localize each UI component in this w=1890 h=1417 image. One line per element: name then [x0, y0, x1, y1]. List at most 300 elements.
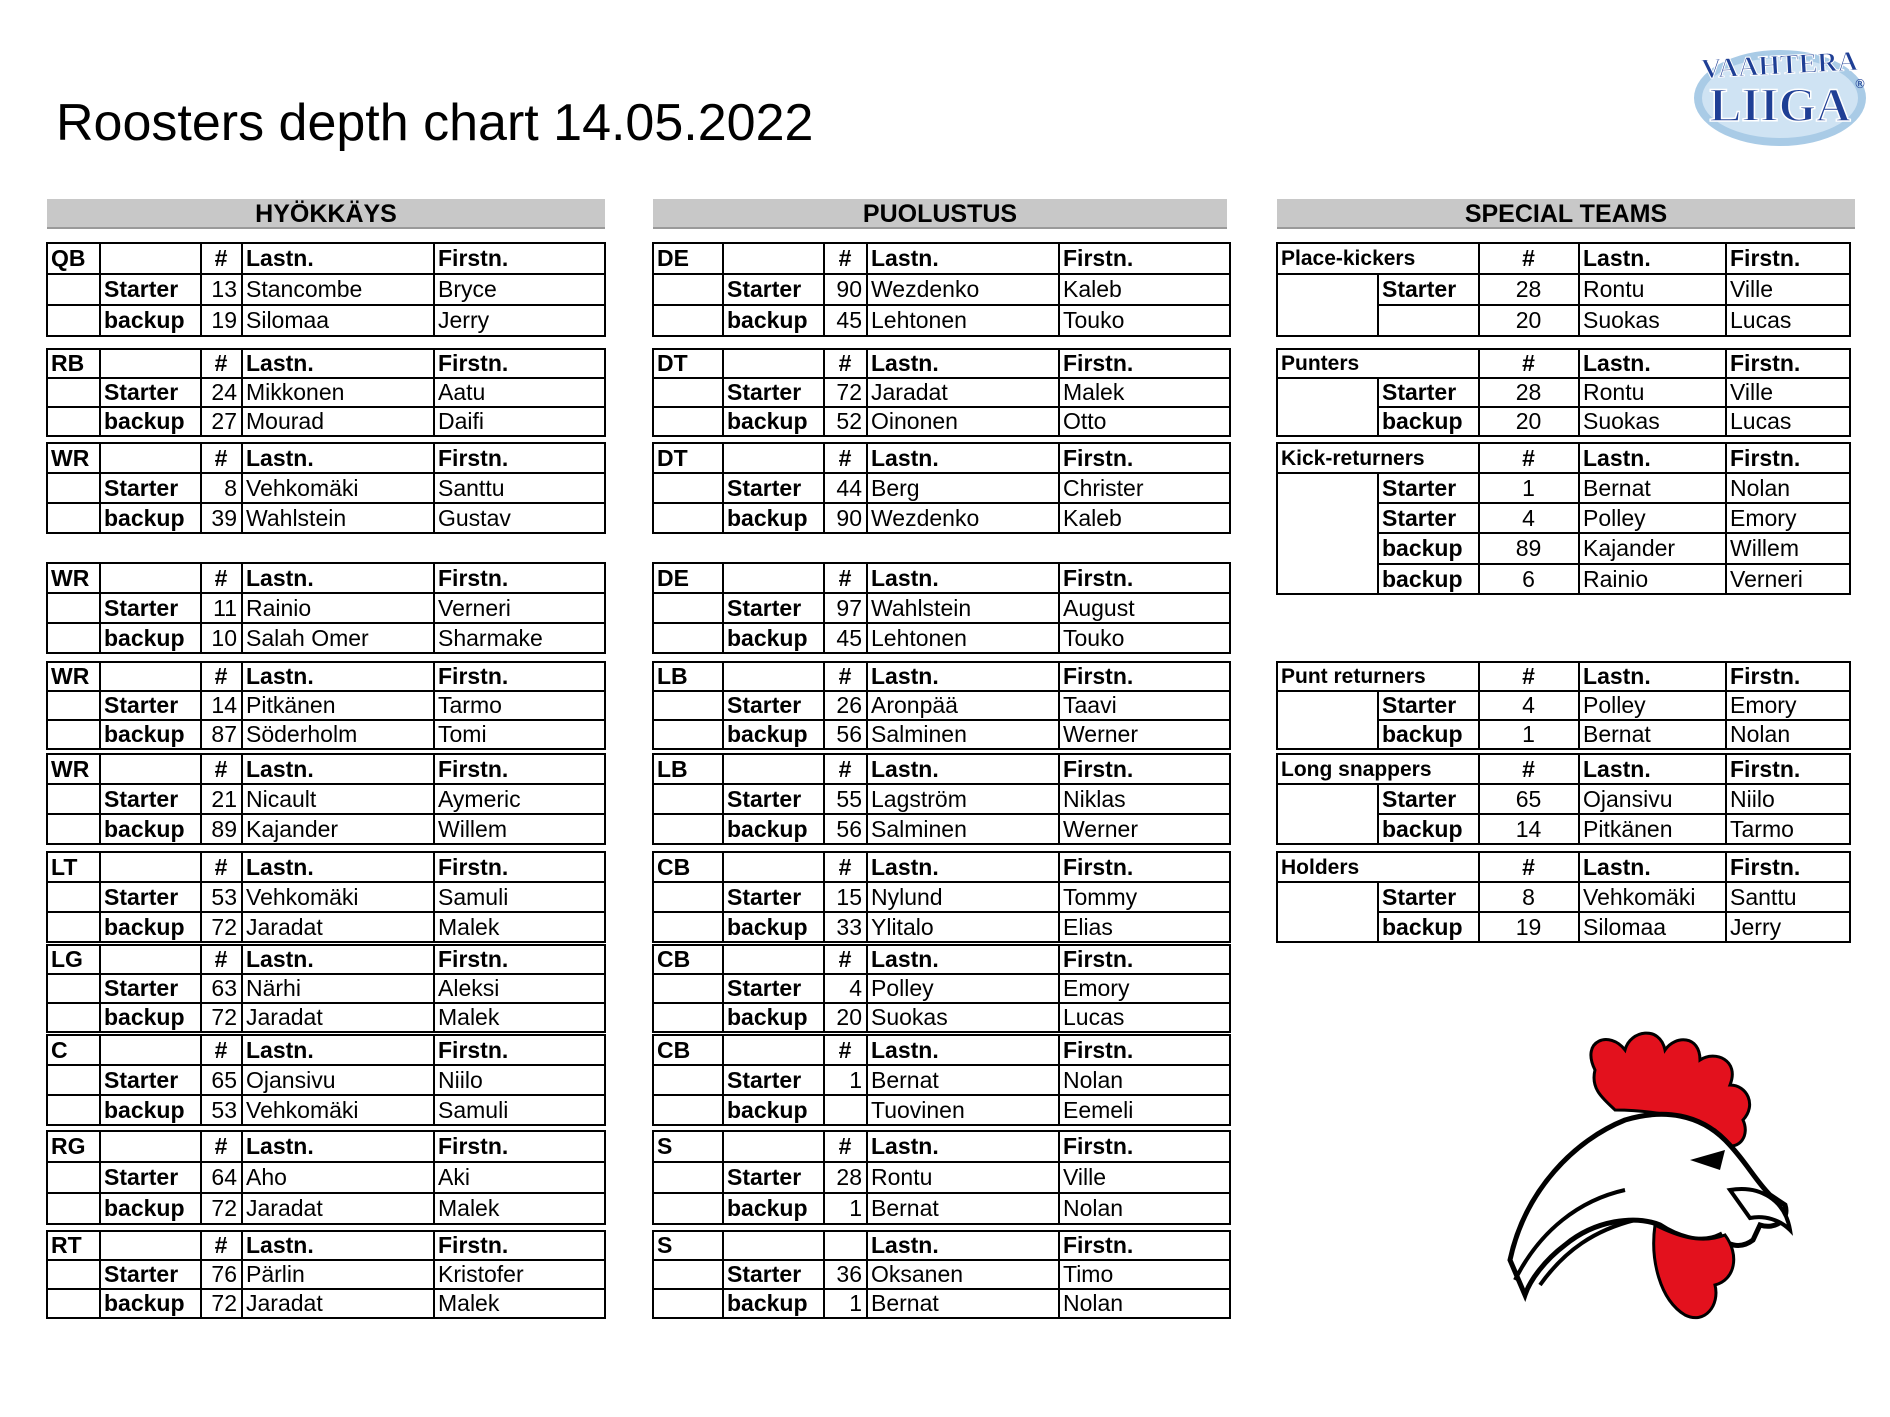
first-name: Nolan [1059, 1065, 1230, 1095]
block-header-row [1277, 243, 1850, 274]
last-name: Salah Omer [242, 623, 434, 653]
player-row [653, 1065, 1230, 1095]
block-header-row [47, 1035, 605, 1065]
blank-cell [653, 720, 723, 749]
number-header: # [824, 349, 867, 378]
last-name: Suokas [1579, 305, 1726, 336]
player-row [47, 503, 605, 533]
depth-role: backup [723, 305, 824, 336]
role-header-empty [723, 754, 824, 784]
number-header: # [824, 1131, 867, 1162]
last-name-header: Lastn. [867, 662, 1059, 691]
last-name: Wahlstein [867, 593, 1059, 623]
last-name: Salminen [867, 720, 1059, 749]
player-row [653, 623, 1230, 653]
last-name: Wezdenko [867, 503, 1059, 533]
blank-cell [47, 274, 100, 305]
special-position-block [1276, 442, 1851, 595]
player-row [653, 912, 1230, 942]
position-label: DT [653, 349, 723, 378]
player-row [47, 814, 605, 844]
last-name-header: Lastn. [1579, 443, 1726, 473]
jersey-number: 53 [201, 882, 242, 912]
blank-cell [653, 1162, 723, 1193]
player-row [47, 912, 605, 942]
last-name: Rontu [867, 1162, 1059, 1193]
block-header-row [653, 945, 1230, 974]
block-header-row [47, 852, 605, 882]
last-name: Jaradat [867, 378, 1059, 407]
role-header-empty [100, 243, 201, 274]
last-name: Berg [867, 473, 1059, 503]
special-position-block [1276, 661, 1851, 750]
blank-cell [47, 1260, 100, 1289]
last-name-header: Lastn. [242, 662, 434, 691]
player-row [653, 720, 1230, 749]
depth-role: backup [723, 814, 824, 844]
first-name-header: Firstn. [434, 1231, 605, 1260]
last-name-header: Lastn. [867, 852, 1059, 882]
role-header-empty [723, 349, 824, 378]
player-row [1277, 882, 1850, 912]
last-name-header: Lastn. [867, 1035, 1059, 1065]
special-position-block [1276, 851, 1851, 943]
player-row [653, 1162, 1230, 1193]
player-row [47, 1095, 605, 1125]
blank-cell [653, 503, 723, 533]
depth-role: Starter [1378, 473, 1479, 503]
block-header-row [47, 662, 605, 691]
player-row [1277, 473, 1850, 503]
first-name: Jerry [1726, 912, 1850, 942]
jersey-number: 76 [201, 1260, 242, 1289]
player-row [653, 1003, 1230, 1032]
defense-position-block [652, 661, 1231, 750]
number-header: # [201, 1035, 242, 1065]
jersey-number: 20 [1479, 407, 1579, 436]
first-name: Emory [1726, 691, 1850, 720]
first-name: Otto [1059, 407, 1230, 436]
jersey-number: 11 [201, 593, 242, 623]
depth-role: backup [100, 503, 201, 533]
block-header-row [653, 563, 1230, 593]
first-name: Taavi [1059, 691, 1230, 720]
player-row [653, 1193, 1230, 1224]
player-row [653, 784, 1230, 814]
blank-cell [653, 784, 723, 814]
last-name-header: Lastn. [242, 852, 434, 882]
depth-role: Starter [723, 974, 824, 1003]
number-header: # [201, 563, 242, 593]
first-name: Aymeric [434, 784, 605, 814]
last-name: Polley [1579, 691, 1726, 720]
blank-cell [1277, 378, 1378, 436]
player-row [47, 691, 605, 720]
last-name: Polley [1579, 503, 1726, 533]
last-name: Närhi [242, 974, 434, 1003]
player-row [653, 274, 1230, 305]
block-header-row [653, 852, 1230, 882]
first-name: Werner [1059, 720, 1230, 749]
first-name: Kaleb [1059, 274, 1230, 305]
depth-role: Starter [100, 1065, 201, 1095]
first-name: Timo [1059, 1260, 1230, 1289]
last-name: Suokas [867, 1003, 1059, 1032]
last-name: Nicault [242, 784, 434, 814]
rooster-mascot-logo [1485, 1030, 1835, 1330]
blank-cell [47, 691, 100, 720]
first-name: Verneri [434, 593, 605, 623]
first-name-header: Firstn. [1059, 563, 1230, 593]
first-name-header: Firstn. [1059, 662, 1230, 691]
block-header-row [653, 1231, 1230, 1260]
last-name-header: Lastn. [242, 1035, 434, 1065]
block-header-row [653, 1131, 1230, 1162]
player-row [653, 814, 1230, 844]
offense-position-block [46, 1034, 606, 1126]
number-header: # [1479, 443, 1579, 473]
role-header-empty [723, 1131, 824, 1162]
jersey-number: 56 [824, 814, 867, 844]
number-header: # [824, 754, 867, 784]
first-name: Elias [1059, 912, 1230, 942]
player-row [47, 473, 605, 503]
player-row [47, 378, 605, 407]
last-name: Wezdenko [867, 274, 1059, 305]
number-header: # [201, 349, 242, 378]
jersey-number: 1 [1479, 473, 1579, 503]
last-name: Pitkänen [1579, 814, 1726, 844]
section-header-defense: PUOLUSTUS [653, 199, 1227, 229]
depth-role: Starter [1378, 691, 1479, 720]
first-name: Willem [1726, 533, 1850, 564]
depth-role: Starter [723, 473, 824, 503]
depth-role: backup [100, 912, 201, 942]
first-name: Tomi [434, 720, 605, 749]
jersey-number: 45 [824, 305, 867, 336]
depth-role: backup [1378, 533, 1479, 564]
last-name: Oksanen [867, 1260, 1059, 1289]
jersey-number: 27 [201, 407, 242, 436]
defense-position-block [652, 753, 1231, 845]
last-name-header: Lastn. [867, 1131, 1059, 1162]
role-header-empty [723, 1035, 824, 1065]
blank-cell [47, 305, 100, 336]
last-name-header: Lastn. [867, 443, 1059, 473]
depth-role: Starter [1378, 503, 1479, 533]
jersey-number: 19 [1479, 912, 1579, 942]
depth-role: Starter [100, 593, 201, 623]
last-name: Stancombe [242, 274, 434, 305]
depth-role: Starter [100, 1162, 201, 1193]
first-name: Aatu [434, 378, 605, 407]
block-header-row [47, 349, 605, 378]
offense-position-block [46, 562, 606, 654]
blank-cell [653, 882, 723, 912]
first-name-header: Firstn. [434, 349, 605, 378]
last-name: Jaradat [242, 1003, 434, 1032]
special-position-block [1276, 753, 1851, 845]
defense-position-block [652, 1034, 1231, 1126]
last-name: Pärlin [242, 1260, 434, 1289]
vaahtera-liiga-logo [1690, 36, 1870, 148]
depth-role: backup [723, 912, 824, 942]
jersey-number: 56 [824, 720, 867, 749]
number-header: # [201, 852, 242, 882]
first-name-header: Firstn. [1059, 1231, 1230, 1260]
jersey-number: 14 [201, 691, 242, 720]
last-name-header: Lastn. [867, 563, 1059, 593]
blank-cell [47, 503, 100, 533]
blank-cell [653, 407, 723, 436]
blank-cell [653, 378, 723, 407]
depth-role: backup [723, 720, 824, 749]
player-row [653, 305, 1230, 336]
blank-cell [1277, 274, 1378, 336]
first-name: Christer [1059, 473, 1230, 503]
last-name: Salminen [867, 814, 1059, 844]
jersey-number: 1 [1479, 720, 1579, 749]
blank-cell [653, 691, 723, 720]
position-label: DT [653, 443, 723, 473]
block-header-row [653, 754, 1230, 784]
depth-role: backup [100, 1193, 201, 1224]
depth-role: backup [100, 720, 201, 749]
jersey-number: 4 [1479, 691, 1579, 720]
jersey-number: 97 [824, 593, 867, 623]
depth-role: Starter [723, 784, 824, 814]
jersey-number: 44 [824, 473, 867, 503]
first-name-header: Firstn. [1726, 852, 1850, 882]
jersey-number [824, 1095, 867, 1125]
first-name: Bryce [434, 274, 605, 305]
number-header: # [1479, 754, 1579, 784]
last-name-header: Lastn. [867, 1231, 1059, 1260]
player-row [47, 274, 605, 305]
offense-position-block [46, 442, 606, 534]
blank-cell [653, 1003, 723, 1032]
number-header [824, 1231, 867, 1260]
number-header: # [201, 662, 242, 691]
blank-cell [47, 882, 100, 912]
first-name: Tommy [1059, 882, 1230, 912]
player-row [47, 407, 605, 436]
first-name-header: Firstn. [1059, 852, 1230, 882]
depth-role: Starter [100, 473, 201, 503]
number-header: # [201, 945, 242, 974]
block-header-row [653, 349, 1230, 378]
player-row [653, 593, 1230, 623]
position-label: CB [653, 945, 723, 974]
blank-cell [47, 1162, 100, 1193]
last-name-header: Lastn. [242, 443, 434, 473]
player-row [47, 1193, 605, 1224]
jersey-number: 26 [824, 691, 867, 720]
role-header-empty [723, 852, 824, 882]
depth-role: backup [100, 407, 201, 436]
number-header: # [1479, 349, 1579, 378]
block-header-row [47, 754, 605, 784]
svg-text:VAAHTERA: VAAHTERA [1700, 45, 1859, 86]
jersey-number: 90 [824, 274, 867, 305]
jersey-number: 36 [824, 1260, 867, 1289]
depth-role: Starter [723, 691, 824, 720]
first-name: Daifi [434, 407, 605, 436]
first-name-header: Firstn. [1726, 349, 1850, 378]
first-name: Samuli [434, 882, 605, 912]
depth-role: backup [1378, 912, 1479, 942]
first-name-header: Firstn. [1726, 443, 1850, 473]
position-label: WR [47, 443, 100, 473]
blank-cell [653, 593, 723, 623]
last-name: Lagström [867, 784, 1059, 814]
player-row [1277, 691, 1850, 720]
player-row [653, 1095, 1230, 1125]
last-name: Suokas [1579, 407, 1726, 436]
first-name-header: Firstn. [434, 563, 605, 593]
player-row [653, 407, 1230, 436]
jersey-number: 90 [824, 503, 867, 533]
depth-role: Starter [1378, 784, 1479, 814]
last-name: Rainio [242, 593, 434, 623]
jersey-number: 72 [201, 1289, 242, 1318]
first-name-header: Firstn. [1059, 1035, 1230, 1065]
blank-cell [653, 1289, 723, 1318]
last-name-header: Lastn. [1579, 349, 1726, 378]
jersey-number: 1 [824, 1065, 867, 1095]
last-name: Wahlstein [242, 503, 434, 533]
first-name-header: Firstn. [434, 243, 605, 274]
blank-cell [47, 784, 100, 814]
depth-role: Starter [100, 691, 201, 720]
player-row [47, 1003, 605, 1032]
blank-cell [1277, 473, 1378, 594]
jersey-number: 53 [201, 1095, 242, 1125]
first-name: Gustav [434, 503, 605, 533]
position-label: RG [47, 1131, 100, 1162]
role-header-empty [723, 945, 824, 974]
position-label: Kick-returners [1277, 443, 1479, 473]
block-header-row [1277, 349, 1850, 378]
first-name: Malek [434, 912, 605, 942]
depth-role: backup [723, 1193, 824, 1224]
last-name: Bernat [1579, 473, 1726, 503]
last-name: Silomaa [242, 305, 434, 336]
block-header-row [47, 945, 605, 974]
first-name: Willem [434, 814, 605, 844]
jersey-number: 87 [201, 720, 242, 749]
last-name: Silomaa [1579, 912, 1726, 942]
first-name: August [1059, 593, 1230, 623]
last-name-header: Lastn. [242, 1231, 434, 1260]
depth-role: backup [723, 623, 824, 653]
jersey-number: 72 [201, 1193, 242, 1224]
first-name: Ville [1726, 378, 1850, 407]
last-name: Vehkomäki [242, 882, 434, 912]
blank-cell [47, 912, 100, 942]
blank-cell [47, 623, 100, 653]
first-name: Nolan [1726, 720, 1850, 749]
blank-cell [1277, 882, 1378, 942]
player-row [653, 882, 1230, 912]
first-name-header: Firstn. [434, 443, 605, 473]
first-name: Lucas [1726, 305, 1850, 336]
defense-position-block [652, 562, 1231, 654]
blank-cell [47, 1095, 100, 1125]
number-header: # [824, 852, 867, 882]
last-name-header: Lastn. [242, 1131, 434, 1162]
last-name: Nylund [867, 882, 1059, 912]
blank-cell [653, 1193, 723, 1224]
offense-position-block [46, 753, 606, 845]
role-header-empty [100, 662, 201, 691]
depth-role: Starter [723, 1065, 824, 1095]
first-name: Werner [1059, 814, 1230, 844]
special-position-block [1276, 348, 1851, 437]
position-label: LT [47, 852, 100, 882]
first-name: Nolan [1059, 1289, 1230, 1318]
first-name: Aleksi [434, 974, 605, 1003]
first-name: Touko [1059, 305, 1230, 336]
depth-role: backup [723, 1289, 824, 1318]
role-header-empty [100, 349, 201, 378]
last-name: Kajander [242, 814, 434, 844]
position-label: Punt returners [1277, 662, 1479, 691]
player-row [653, 691, 1230, 720]
blank-cell [653, 1260, 723, 1289]
first-name-header: Firstn. [1059, 945, 1230, 974]
blank-cell [1277, 784, 1378, 844]
blank-cell [47, 1065, 100, 1095]
blank-cell [653, 473, 723, 503]
player-row [653, 503, 1230, 533]
player-row [47, 593, 605, 623]
player-row [47, 1289, 605, 1318]
jersey-number: 24 [201, 378, 242, 407]
number-header: # [824, 1035, 867, 1065]
first-name: Tarmo [434, 691, 605, 720]
last-name-header: Lastn. [1579, 243, 1726, 274]
number-header: # [824, 662, 867, 691]
depth-role: Starter [723, 1162, 824, 1193]
section-header-offense: HYÖKKÄYS [47, 199, 605, 229]
first-name-header: Firstn. [434, 852, 605, 882]
jersey-number: 21 [201, 784, 242, 814]
jersey-number: 89 [201, 814, 242, 844]
svg-text:®: ® [1854, 77, 1866, 91]
jersey-number: 65 [1479, 784, 1579, 814]
jersey-number: 20 [1479, 305, 1579, 336]
position-label: WR [47, 754, 100, 784]
first-name-header: Firstn. [1059, 349, 1230, 378]
defense-position-block [652, 851, 1231, 943]
role-header-empty [100, 443, 201, 473]
first-name-header: Firstn. [1726, 754, 1850, 784]
position-label: S [653, 1131, 723, 1162]
first-name: Malek [1059, 378, 1230, 407]
blank-cell [47, 720, 100, 749]
blank-cell [653, 623, 723, 653]
depth-role: backup [1378, 564, 1479, 594]
blank-cell [653, 974, 723, 1003]
depth-role: backup [100, 1095, 201, 1125]
first-name: Nolan [1059, 1193, 1230, 1224]
position-label: C [47, 1035, 100, 1065]
block-header-row [47, 243, 605, 274]
last-name: Ylitalo [867, 912, 1059, 942]
depth-role: Starter [100, 378, 201, 407]
depth-role: Starter [723, 882, 824, 912]
